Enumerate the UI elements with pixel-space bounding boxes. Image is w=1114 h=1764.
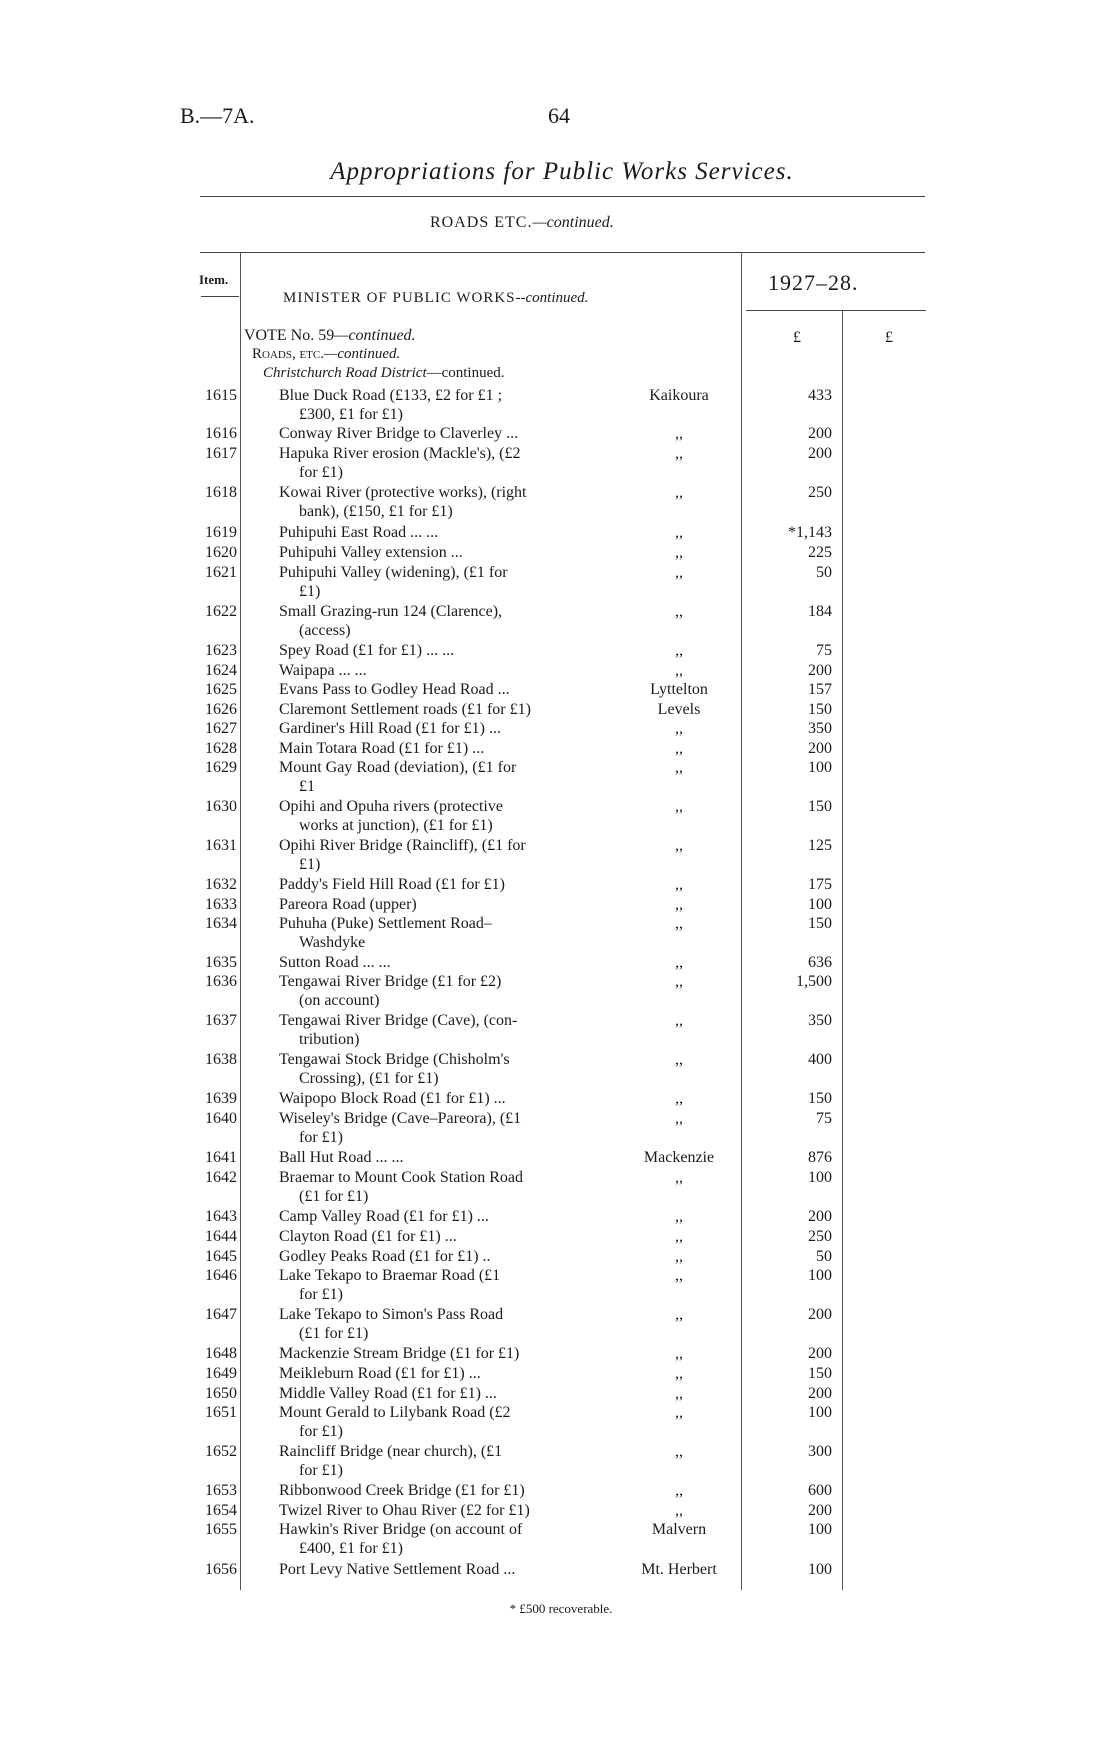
location: ,, bbox=[675, 1208, 683, 1225]
amount: 433 bbox=[808, 387, 832, 404]
description-line: Godley Peaks Road (£1 for £1) .. bbox=[279, 1248, 491, 1265]
description-line: Hawkin's River Bridge (on account of bbox=[279, 1521, 523, 1538]
amount: 350 bbox=[808, 1012, 832, 1029]
location: ,, bbox=[675, 603, 683, 620]
description-continuation: bank), (£150, £1 for £1) bbox=[299, 503, 453, 520]
amount: 400 bbox=[808, 1051, 832, 1068]
item-description bbox=[279, 1050, 605, 1088]
item-number: 1654 bbox=[205, 1502, 237, 1519]
location: ,, bbox=[675, 915, 683, 932]
item-column-header: Item. bbox=[199, 272, 229, 287]
description-line: Waipopo Block Road (£1 for £1) ... bbox=[279, 1090, 506, 1107]
vote-suffix: —continued. bbox=[334, 327, 416, 344]
amount: 200 bbox=[808, 445, 832, 462]
item-number: 1638 bbox=[205, 1051, 237, 1068]
description-continuation: for £1) bbox=[299, 1286, 343, 1303]
item-description bbox=[279, 1364, 605, 1383]
location: ,, bbox=[675, 1051, 683, 1068]
description-line: Raincliff Bridge (near church), (£1 bbox=[279, 1443, 503, 1460]
item-description bbox=[279, 797, 605, 835]
amount: 100 bbox=[808, 759, 832, 776]
location: ,, bbox=[675, 1228, 683, 1245]
item-number: 1647 bbox=[205, 1306, 237, 1323]
ministry-heading-main: MINISTER OF PUBLIC WORKS bbox=[283, 290, 516, 306]
item-number: 1628 bbox=[205, 740, 237, 757]
year-column-header: 1927–28. bbox=[768, 270, 859, 295]
item-description bbox=[279, 602, 605, 640]
location: ,, bbox=[675, 740, 683, 757]
description-line: Puhipuhi Valley (widening), (£1 for bbox=[279, 564, 508, 581]
item-number: 1646 bbox=[205, 1267, 237, 1284]
section-heading-suffix: —continued. bbox=[532, 214, 614, 231]
item-description bbox=[279, 953, 605, 972]
item-number: 1639 bbox=[205, 1090, 237, 1107]
description-continuation: £1) bbox=[299, 583, 321, 600]
item-description bbox=[279, 836, 605, 874]
amount: 100 bbox=[808, 1267, 832, 1284]
item-description bbox=[279, 1442, 605, 1480]
item-number: 1642 bbox=[205, 1169, 237, 1186]
amount: 636 bbox=[808, 954, 832, 971]
item-description bbox=[279, 543, 605, 562]
location: ,, bbox=[675, 1443, 683, 1460]
item-number: 1623 bbox=[205, 642, 237, 659]
location: Mackenzie bbox=[643, 1149, 715, 1166]
description-continuation: £400, £1 for £1) bbox=[299, 1540, 403, 1557]
item-description bbox=[279, 1227, 605, 1246]
description-line: Meikleburn Road (£1 for £1) ... bbox=[279, 1365, 481, 1382]
item-number: 1626 bbox=[205, 701, 237, 718]
item-number: 1620 bbox=[205, 544, 237, 561]
item-description bbox=[279, 875, 605, 894]
item-description bbox=[279, 1403, 605, 1441]
amount: 125 bbox=[808, 837, 832, 854]
description-line: Clayton Road (£1 for £1) ... bbox=[279, 1228, 457, 1245]
item-description bbox=[279, 661, 605, 680]
description-line: Port Levy Native Settlement Road ... bbox=[279, 1561, 516, 1578]
description-line: Twizel River to Ohau River (£2 for £1) bbox=[279, 1502, 530, 1519]
location: ,, bbox=[675, 445, 683, 462]
amount: 200 bbox=[808, 1208, 832, 1225]
amount: 200 bbox=[808, 1345, 832, 1362]
pound-symbol-amount-column: £ bbox=[793, 329, 801, 346]
item-description bbox=[279, 1481, 605, 1500]
description-continuation: (£1 for £1) bbox=[299, 1325, 369, 1342]
item-description bbox=[279, 895, 605, 914]
item-description bbox=[279, 1305, 605, 1343]
vote-label: VOTE No. 59 bbox=[244, 327, 335, 344]
location: ,, bbox=[675, 876, 683, 893]
description-line: Wiseley's Bridge (Cave–Pareora), (£1 bbox=[279, 1110, 522, 1127]
description-continuation: £300, £1 for £1) bbox=[299, 406, 403, 423]
amount: 200 bbox=[808, 662, 832, 679]
page-number: 64 bbox=[548, 103, 570, 128]
location: ,, bbox=[675, 759, 683, 776]
description-line: Sutton Road ... ... bbox=[279, 954, 391, 971]
description-line: Lake Tekapo to Simon's Pass Road bbox=[279, 1306, 504, 1323]
item-number: 1619 bbox=[205, 524, 237, 541]
amount: 200 bbox=[808, 425, 832, 442]
description-line: Camp Valley Road (£1 for £1) ... bbox=[279, 1208, 489, 1225]
item-description bbox=[279, 444, 605, 482]
description-line: Blue Duck Road (£133, £2 for £1 ; bbox=[279, 387, 503, 404]
description-continuation: Washdyke bbox=[299, 934, 366, 951]
description-line: Main Totara Road (£1 for £1) ... bbox=[279, 740, 485, 757]
location: ,, bbox=[675, 954, 683, 971]
item-description bbox=[279, 680, 605, 699]
description-line: Tengawai River Bridge (£1 for £2) bbox=[279, 973, 502, 990]
item-description bbox=[279, 758, 605, 796]
location: ,, bbox=[675, 564, 683, 581]
description-line: Tengawai Stock Bridge (Chisholm's bbox=[279, 1051, 510, 1068]
amount: 75 bbox=[816, 642, 832, 659]
item-description bbox=[279, 700, 605, 719]
amount: 150 bbox=[808, 701, 832, 718]
item-number: 1645 bbox=[205, 1248, 237, 1265]
amount: 150 bbox=[808, 1090, 832, 1107]
description-line: Pareora Road (upper) bbox=[279, 896, 417, 913]
amount: 50 bbox=[816, 564, 832, 581]
amount: 150 bbox=[808, 798, 832, 815]
item-number: 1636 bbox=[205, 973, 237, 990]
location: Kaikoura bbox=[649, 387, 709, 404]
description-continuation: (access) bbox=[299, 622, 351, 639]
location: ,, bbox=[675, 1267, 683, 1284]
item-description bbox=[279, 1207, 605, 1226]
amount: 157 bbox=[808, 681, 832, 698]
location: ,, bbox=[675, 720, 683, 737]
item-number: 1655 bbox=[205, 1521, 237, 1538]
location: ,, bbox=[675, 642, 683, 659]
item-number: 1622 bbox=[205, 603, 237, 620]
location: ,, bbox=[675, 1404, 683, 1421]
location: Mt. Herbert bbox=[641, 1561, 717, 1578]
description-continuation: for £1) bbox=[299, 1129, 343, 1146]
ministry-heading-suffix: --continued. bbox=[515, 290, 589, 306]
item-number: 1634 bbox=[205, 915, 237, 932]
district-name: Christchurch Road District bbox=[263, 365, 427, 381]
description-line: Braemar to Mount Cook Station Road bbox=[279, 1169, 523, 1186]
description-line: Spey Road (£1 for £1) ... ... bbox=[279, 642, 455, 659]
amount: 200 bbox=[808, 1385, 832, 1402]
amount: 100 bbox=[808, 896, 832, 913]
description-continuation: £1 bbox=[299, 778, 315, 795]
description-line: Puhipuhi Valley extension ... bbox=[279, 544, 463, 561]
footnote: * £500 recoverable. bbox=[509, 1601, 613, 1616]
subhead-roads-suffix: —continued. bbox=[323, 346, 401, 362]
location: ,, bbox=[675, 1090, 683, 1107]
item-description bbox=[279, 1560, 605, 1579]
amount: 100 bbox=[808, 1404, 832, 1421]
description-line: Middle Valley Road (£1 for £1) ... bbox=[279, 1385, 497, 1402]
location: ,, bbox=[675, 1248, 683, 1265]
description-continuation: tribution) bbox=[299, 1031, 360, 1048]
amount: *1,143 bbox=[788, 524, 832, 541]
location: ,, bbox=[675, 1385, 683, 1402]
item-number: 1652 bbox=[205, 1443, 237, 1460]
location: Levels bbox=[657, 701, 701, 718]
item-description bbox=[279, 1266, 605, 1304]
amount: 200 bbox=[808, 740, 832, 757]
description-continuation: for £1) bbox=[299, 464, 343, 481]
item-number: 1644 bbox=[205, 1228, 237, 1245]
item-description bbox=[279, 386, 605, 424]
amount: 600 bbox=[808, 1482, 832, 1499]
description-line: Opihi and Opuha rivers (protective bbox=[279, 798, 503, 815]
location: ,, bbox=[675, 484, 683, 501]
description-line: Ball Hut Road ... ... bbox=[279, 1149, 404, 1166]
item-number: 1621 bbox=[205, 564, 237, 581]
item-description bbox=[279, 972, 605, 1010]
item-number: 1624 bbox=[205, 662, 237, 679]
item-number: 1615 bbox=[205, 387, 237, 404]
pound-symbol-total-column: £ bbox=[885, 329, 893, 346]
amount: 225 bbox=[808, 544, 832, 561]
item-description bbox=[279, 563, 605, 601]
description-continuation: for £1) bbox=[299, 1462, 343, 1479]
description-continuation: (£1 for £1) bbox=[299, 1188, 369, 1205]
item-description bbox=[279, 739, 605, 758]
description-line: Opihi River Bridge (Raincliff), (£1 for bbox=[279, 837, 526, 854]
description-continuation: £1) bbox=[299, 856, 321, 873]
description-continuation: for £1) bbox=[299, 1423, 343, 1440]
amount: 150 bbox=[808, 915, 832, 932]
description-line: Paddy's Field Hill Road (£1 for £1) bbox=[279, 876, 505, 893]
subhead-roads-main: Roads, etc. bbox=[252, 346, 324, 362]
item-description bbox=[279, 483, 605, 521]
amount: 876 bbox=[808, 1149, 832, 1166]
amount: 75 bbox=[816, 1110, 832, 1127]
location: ,, bbox=[675, 1502, 683, 1519]
item-number: 1635 bbox=[205, 954, 237, 971]
location: ,, bbox=[675, 896, 683, 913]
amount: 300 bbox=[808, 1443, 832, 1460]
description-line: Puhuha (Puke) Settlement Road– bbox=[279, 915, 492, 932]
description-line: Mount Gay Road (deviation), (£1 for bbox=[279, 759, 517, 776]
location: ,, bbox=[675, 1482, 683, 1499]
description-continuation: works at junction), (£1 for £1) bbox=[299, 817, 493, 834]
item-number: 1641 bbox=[205, 1149, 237, 1166]
amount: 175 bbox=[808, 876, 832, 893]
description-line: Waipapa ... ... bbox=[279, 662, 367, 679]
item-number: 1632 bbox=[205, 876, 237, 893]
document-reference: B.—7A. bbox=[180, 103, 255, 128]
item-number: 1649 bbox=[205, 1365, 237, 1382]
item-description bbox=[279, 1247, 605, 1266]
item-number: 1643 bbox=[205, 1208, 237, 1225]
description-line: Mount Gerald to Lilybank Road (£2 bbox=[279, 1404, 511, 1421]
item-description bbox=[279, 424, 605, 443]
item-description bbox=[279, 1168, 605, 1206]
description-continuation: Crossing), (£1 for £1) bbox=[299, 1070, 439, 1087]
amount: 250 bbox=[808, 484, 832, 501]
location: ,, bbox=[675, 1345, 683, 1362]
location: ,, bbox=[675, 1365, 683, 1382]
description-line: Hapuka River erosion (Mackle's), (£2 bbox=[279, 445, 521, 462]
page-title: Appropriations for Public Works Services. bbox=[330, 158, 794, 185]
amount: 100 bbox=[808, 1169, 832, 1186]
amount: 200 bbox=[808, 1306, 832, 1323]
item-number: 1656 bbox=[205, 1561, 237, 1578]
location: ,, bbox=[675, 837, 683, 854]
description-line: Ribbonwood Creek Bridge (£1 for £1) bbox=[279, 1482, 525, 1499]
item-description bbox=[279, 1520, 605, 1558]
item-number: 1651 bbox=[205, 1404, 237, 1421]
item-number: 1625 bbox=[205, 681, 237, 698]
location: Malvern bbox=[651, 1521, 707, 1538]
description-line: Small Grazing-run 124 (Clarence), bbox=[279, 603, 503, 620]
item-number: 1648 bbox=[205, 1345, 237, 1362]
item-number: 1631 bbox=[205, 837, 237, 854]
description-line: Puhipuhi East Road ... ... bbox=[279, 524, 439, 541]
amount: 200 bbox=[808, 1502, 832, 1519]
description-line: Conway River Bridge to Claverley ... bbox=[279, 425, 519, 442]
description-line: Lake Tekapo to Braemar Road (£1 bbox=[279, 1267, 501, 1284]
location: ,, bbox=[675, 544, 683, 561]
item-description bbox=[279, 1109, 605, 1147]
description-line: Claremont Settlement roads (£1 for £1) bbox=[279, 701, 531, 718]
item-description bbox=[279, 1344, 605, 1363]
item-description bbox=[279, 1384, 605, 1403]
location: ,, bbox=[675, 973, 683, 990]
amount: 100 bbox=[808, 1521, 832, 1538]
location: ,, bbox=[675, 798, 683, 815]
amount: 100 bbox=[808, 1561, 832, 1578]
item-description bbox=[279, 1011, 605, 1049]
description-line: Gardiner's Hill Road (£1 for £1) ... bbox=[279, 720, 501, 737]
amount: 350 bbox=[808, 720, 832, 737]
location: ,, bbox=[675, 1306, 683, 1323]
amount: 1,500 bbox=[796, 973, 832, 990]
description-line: Evans Pass to Godley Head Road ... bbox=[279, 681, 510, 698]
item-number: 1618 bbox=[205, 484, 237, 501]
location: ,, bbox=[675, 1110, 683, 1127]
item-number: 1637 bbox=[205, 1012, 237, 1029]
description-continuation: (on account) bbox=[299, 992, 380, 1009]
item-number: 1640 bbox=[205, 1110, 237, 1127]
description-line: Mackenzie Stream Bridge (£1 for £1) bbox=[279, 1345, 520, 1362]
item-number: 1627 bbox=[205, 720, 237, 737]
item-number: 1630 bbox=[205, 798, 237, 815]
item-description bbox=[279, 641, 605, 660]
item-description bbox=[279, 1148, 605, 1167]
location: ,, bbox=[675, 425, 683, 442]
item-number: 1629 bbox=[205, 759, 237, 776]
amount: 184 bbox=[808, 603, 832, 620]
amount: 50 bbox=[816, 1248, 832, 1265]
item-description bbox=[279, 719, 605, 738]
location: Lyttelton bbox=[650, 681, 708, 698]
location: ,, bbox=[675, 1169, 683, 1186]
description-line: Tengawai River Bridge (Cave), (con- bbox=[279, 1012, 518, 1029]
item-number: 1617 bbox=[205, 445, 237, 462]
district-suffix: —continued. bbox=[426, 365, 505, 381]
section-heading-main: ROADS ETC. bbox=[430, 214, 533, 231]
item-number: 1633 bbox=[205, 896, 237, 913]
amount: 150 bbox=[808, 1365, 832, 1382]
item-description bbox=[279, 914, 605, 952]
item-number: 1650 bbox=[205, 1385, 237, 1402]
item-description bbox=[279, 1089, 605, 1108]
amount: 250 bbox=[808, 1228, 832, 1245]
item-description bbox=[279, 1501, 605, 1520]
item-number: 1616 bbox=[205, 425, 237, 442]
location: ,, bbox=[675, 1012, 683, 1029]
item-number: 1653 bbox=[205, 1482, 237, 1499]
location: ,, bbox=[675, 524, 683, 541]
description-line: Kowai River (protective works), (right bbox=[279, 484, 527, 501]
item-description bbox=[279, 523, 605, 542]
location: ,, bbox=[675, 662, 683, 679]
